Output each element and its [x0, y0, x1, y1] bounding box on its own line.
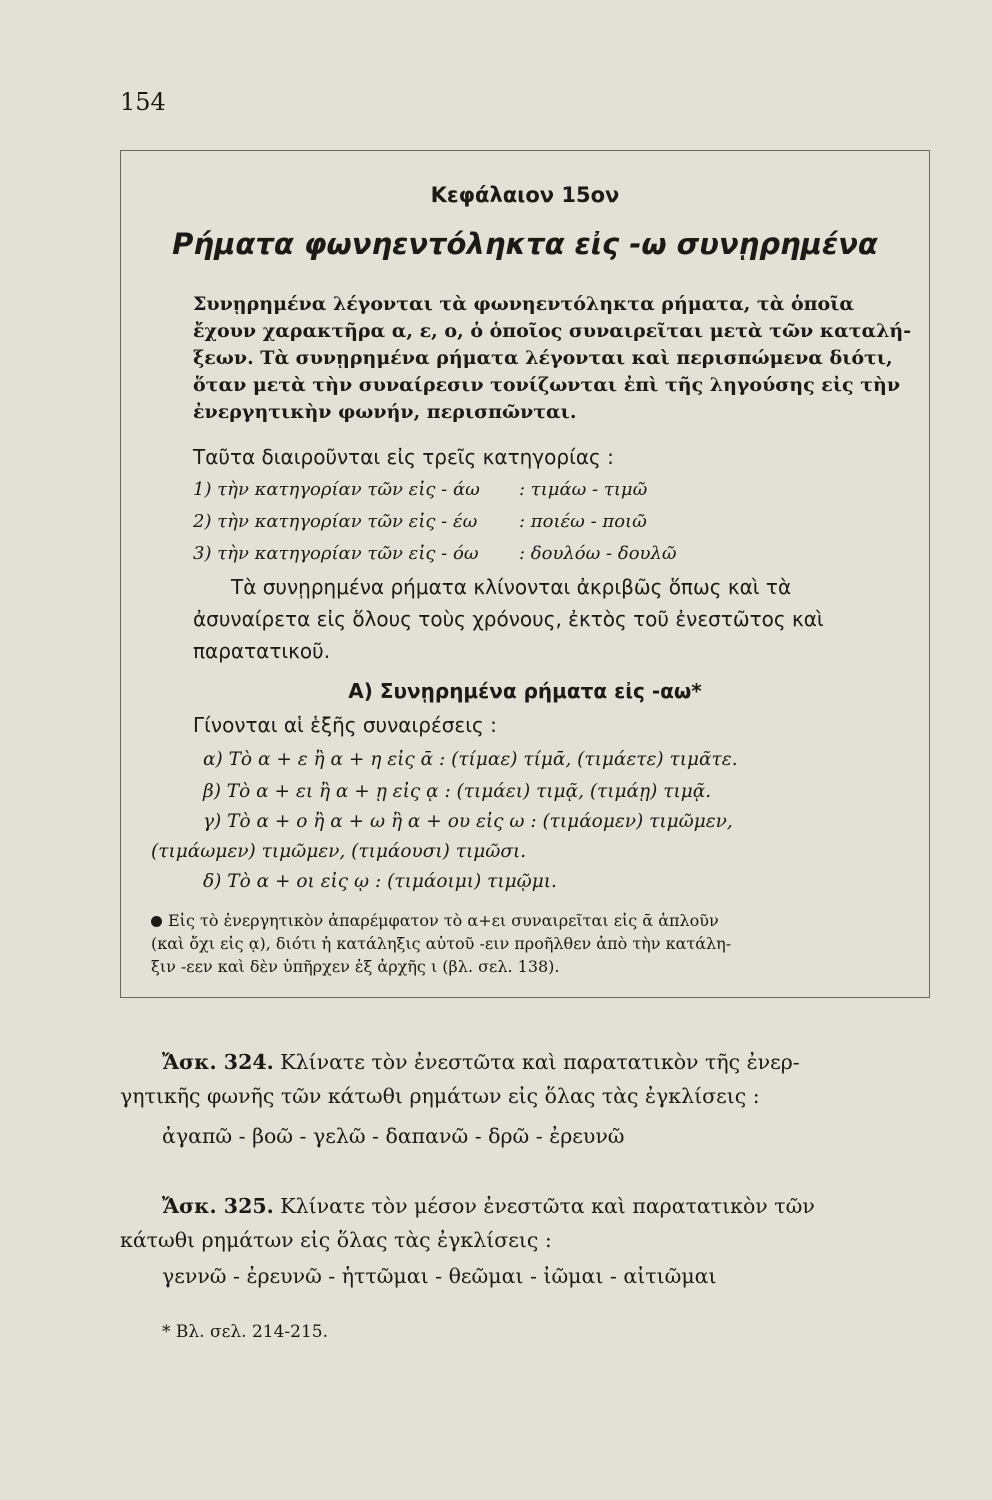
exercise-324-line1	[162, 1050, 800, 1074]
exercise-label: Ἄσκ. 325.	[162, 1194, 274, 1218]
footnote: * Βλ. σελ. 214-215.	[162, 1322, 329, 1342]
intro-line: ὅταν μετὰ τὴν συναίρεσιν τονίζωνται ἐπὶ τῆς ληγούσης εἰς τὴν	[193, 374, 900, 396]
intro-paragraph	[193, 291, 912, 426]
categories-intro: Ταῦτα διαιροῦνται εἰς τρεῖς κατηγορίας :	[193, 445, 614, 469]
chapter-heading: Κεφάλαιον 15ον	[430, 183, 620, 207]
note-paragraph	[151, 909, 911, 978]
exercise-324-line2: γητικῆς φωνῆς τῶν κάτωθι ρημάτων εἰς ὅλας τὰς ἐγκλίσεις :	[120, 1084, 760, 1108]
exercise-324-verbs: ἀγαπῶ - βοῶ - γελῶ - δαπανῶ - δρῶ - ἐρευνῶ	[162, 1124, 625, 1148]
category-label: 2) τὴν κατηγορίαν τῶν εἰς - έω	[193, 511, 478, 532]
contraction-rule: γ) Τὸ α + ο ἢ α + ω ἢ α + ου εἰς ω : (τιμάομεν) τιμῶμεν,	[203, 811, 733, 832]
category-label: 1) τὴν κατηγορίαν τῶν εἰς - άω	[193, 479, 480, 500]
contraction-rule: β) Τὸ α + ει ἢ α + ῃ εἰς ᾳ : (τιμάει) τιμᾷ, (τιμάῃ) τιμᾷ.	[203, 781, 712, 802]
intro-line: Συνῃρημένα λέγονται τὰ φωνηεντόληκτα ρήματα, τὰ ὁποῖα	[193, 293, 855, 315]
category-label: 3) τὴν κατηγορίαν τῶν εἰς - όω	[193, 543, 479, 564]
note-text: Εἰς τὸ ἐνεργητικὸν ἀπαρέμφατον τὸ α+ει συναιρεῖται εἰς ᾱ ἁπλοῦν	[168, 911, 719, 930]
category-item	[193, 479, 648, 500]
intro-line: ἐνεργητικὴν φωνήν, περισπῶνται.	[193, 401, 577, 423]
exercise-325-verbs: γεννῶ - ἐρευνῶ - ἡττῶμαι - θεῶμαι - ἰῶμαι - αἰτιῶμαι	[162, 1264, 717, 1288]
declension-line: Τὰ συνῃρημένα ρήματα κλίνονται ἀκριβῶς ὅπως καὶ τὰ	[231, 575, 792, 599]
category-item	[193, 511, 647, 532]
chapter-box	[120, 150, 930, 998]
category-example: : δουλόω - δουλῶ	[519, 543, 677, 564]
intro-line: ξεων. Τὰ συνῃρημένα ρήματα λέγονται καὶ περισπώμενα διότι,	[193, 347, 893, 369]
page-number: 154	[120, 88, 166, 116]
note-line: ξιν -εεν καὶ δὲν ὑπῆρχεν ἐξ ἀρχῆς ι (βλ. σελ. 138).	[151, 957, 560, 976]
bullet-dot-icon	[151, 916, 162, 927]
contractions-intro: Γίνονται αἱ ἑξῆς συναιρέσεις :	[193, 713, 497, 737]
category-example: : τιμάω - τιμῶ	[519, 479, 648, 500]
chapter-title: Ρήματα φωνηεντόληκτα εἰς -ω συνῃρημένα	[172, 227, 878, 261]
declension-line: ἀσυναίρετα εἰς ὅλους τοὺς χρόνους, ἐκτὸς τοῦ ἐνεστῶτος καὶ	[193, 607, 824, 631]
note-line: (καὶ ὄχι εἰς ᾳ), διότι ἡ κατάληξις αὐτοῦ -ειν προῆλθεν ἀπὸ τὴν κατάλη-	[151, 934, 732, 953]
contraction-rule: δ) Τὸ α + οι εἰς ῳ : (τιμάοιμι) τιμῷμι.	[203, 871, 557, 892]
declension-line: παρατατικοῦ.	[193, 639, 331, 663]
category-item	[193, 543, 677, 564]
exercise-label: Ἄσκ. 324.	[162, 1050, 274, 1074]
exercise-325-line2: κάτωθι ρημάτων εἰς ὅλας τὰς ἐγκλίσεις :	[120, 1228, 552, 1252]
section-heading: Α) Συνῃρημένα ρήματα εἰς -αω*	[348, 679, 702, 703]
exercise-text: Κλίνατε τὸν ἐνεστῶτα καὶ παρατατικὸν τῆς ἐνερ-	[280, 1050, 800, 1074]
intro-line: ἔχουν χαρακτῆρα α, ε, ο, ὁ ὁποῖος συναιρεῖται μετὰ τῶν καταλή-	[193, 320, 912, 342]
exercise-text: Κλίνατε τὸν μέσον ἐνεστῶτα καὶ παρατατικὸν τῶν	[280, 1194, 815, 1218]
category-example: : ποιέω - ποιῶ	[519, 511, 647, 532]
contraction-rule: α) Τὸ α + ε ἢ α + η εἰς ᾱ : (τίμαε) τίμᾱ, (τιμάετε) τιμᾶτε.	[203, 749, 738, 770]
contraction-rule: (τιμάωμεν) τιμῶμεν, (τιμάουσι) τιμῶσι.	[151, 841, 527, 862]
note-line	[151, 909, 911, 932]
exercise-325-line1	[162, 1194, 815, 1218]
